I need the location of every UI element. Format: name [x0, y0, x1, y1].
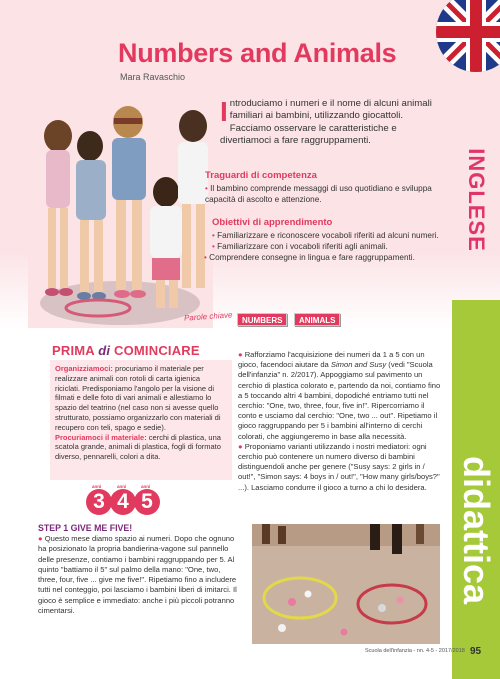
section-label-text: INGLESE	[464, 148, 489, 252]
bullet-icon: ●	[238, 350, 245, 359]
step1-text: Questo mese diamo spazio ai numeri. Dopo che ognuno ha posizionato la propria bandierina-vagone sul pannello delle presenze, contiamo i bambini raggruppando per 5. Al quinto "battiamo il 5" sul palmo della mano: "One, two, three, four, five ... give me five!". Ripetiamo fino a includere tutti nel conteggio, poi lasciamo i bambini liberi di imitarci. Il gioco è semplice e immediato: anche i più piccoli potranno cimentarsi.	[38, 534, 237, 616]
obiettivi-list	[204, 230, 447, 263]
author-name: Mara Ravaschio	[120, 72, 186, 82]
materiale-text: cerchi di plastica, una scatola grande, animali di plastica, fogli di formato diverso, pennarelli, colori a dita.	[55, 432, 221, 462]
keyword-tag: ANIMALS	[294, 313, 340, 326]
page-number: 95	[470, 646, 482, 657]
right-p1-part: Simon and Susy	[330, 360, 387, 370]
obiettivi-item	[204, 252, 447, 263]
right-p2: Proponiamo varianti utilizzando i nostri mediatori: ogni cerchio può contenere un numero diverso di bambini distinguendoli anche per genere ("Susy says: 2 girls in / out!", "Simon says: 4 boys in / out!", "How many girls/boys?" ...). Lasciamo condurre il gioco a turno a chi lo desidera.	[238, 441, 440, 492]
hoops-photo	[252, 524, 440, 644]
section-label-didattica	[452, 430, 500, 630]
age-badge: 3	[86, 489, 112, 515]
obiettivi-item	[212, 230, 447, 241]
bullet-icon: •	[212, 231, 218, 240]
organizziamoci-label: Organizziamoci:	[55, 364, 113, 373]
prima-title	[52, 343, 200, 358]
traguardi-item: Il bambino comprende messaggi di uso quotidiano e sviluppa capacità di ascolto e attenzione.	[205, 184, 432, 204]
right-p1-part: Rafforziamo l'acquisizione dei numeri da 1 a 5 con un gioco, facendoci aiutare da	[238, 350, 425, 370]
age-badge: 4	[110, 489, 136, 515]
children-photo	[28, 88, 213, 328]
traguardi-list	[205, 183, 445, 205]
right-p1-part: (vedi "Scuola dell'infanzia" n. 2/2017). Appoggiamo sul pavimento un cerchio di plastica colorato e, partendo da noi, contiamo fino a 5 toccando altri 4 bambini, dopodiché entriamo tutti nel cerchio: "One, two, three, four, five in!". Ripercorriamo il conto e usciamo dal cerchio: "One, two ... out". Ripetiamo il gioco raggruppando per 5 i bambini all'interno di cerchi colorati, che aggiungeremo in base alla necessità.	[238, 360, 441, 441]
prima-title-part: di	[98, 343, 111, 358]
right-paragraph	[238, 442, 444, 493]
obiettivi-item-text: Familiarizzare con i vocaboli riferiti agli animali.	[217, 242, 388, 251]
traguardi-heading: Traguardi di competenza	[205, 170, 317, 181]
section-label-inglese	[452, 110, 500, 290]
bullet-icon: ●	[238, 441, 245, 451]
drop-cap: I	[220, 96, 228, 127]
materiale-label: Procuriamoci il materiale:	[55, 432, 147, 442]
intro-paragraph	[220, 98, 445, 148]
age-label: anni	[92, 484, 102, 489]
bullet-icon: ●	[38, 534, 45, 543]
age-label: anni	[117, 484, 127, 489]
obiettivi-item-text: Familiarizzare e riconoscere vocaboli riferiti ad alcuni numeri.	[217, 231, 439, 240]
age-badge: 5	[134, 489, 160, 515]
right-column-text	[238, 350, 444, 493]
keywords-label: Parole chiave	[183, 310, 233, 323]
prima-title-part: COMINCIARE	[113, 343, 200, 358]
obiettivi-item-text: Comprendere consegne in lingua e fare raggruppamenti.	[209, 253, 415, 262]
obiettivi-item	[212, 241, 447, 252]
age-label: anni	[141, 484, 151, 489]
bullet-icon: •	[204, 253, 210, 262]
obiettivi-heading: Obiettivi di apprendimento	[212, 217, 333, 228]
keyword-tag: NUMBERS	[237, 313, 287, 326]
step1-body	[38, 534, 238, 616]
footer-journal: Scuola dell'infanzia - nn. 4-5 - 2017/2018	[365, 648, 465, 654]
prima-box	[50, 360, 232, 480]
prima-title-part: PRIMA	[52, 343, 95, 358]
section-label-text: didattica	[456, 455, 497, 605]
page-title: Numbers and Animals	[118, 38, 397, 68]
organizziamoci-text: procuriamo il materiale per realizzare animali con rotoli di carta igienica riciclati. Predisponiamo l'angolo per la visione di filmati e delle foto di vari animali e allestiamo lo spazio del teatrino (nel caso non si avesse quello strutturato, possiamo organizzarlo con materiali di recupero con teli, spago e sedie).	[55, 364, 221, 432]
intro-text: ntroduciamo i numeri e il nome di alcuni animali familiari ai bambini, utilizzando giocattoli. Facciamo osservare le caratteristiche e divertiamoci a fare raggruppamenti.	[220, 98, 432, 147]
bullet-icon: •	[205, 184, 211, 193]
right-paragraph	[238, 350, 444, 442]
bullet-icon: •	[212, 242, 218, 251]
step1-title: STEP 1 GIVE ME FIVE!	[38, 523, 133, 533]
